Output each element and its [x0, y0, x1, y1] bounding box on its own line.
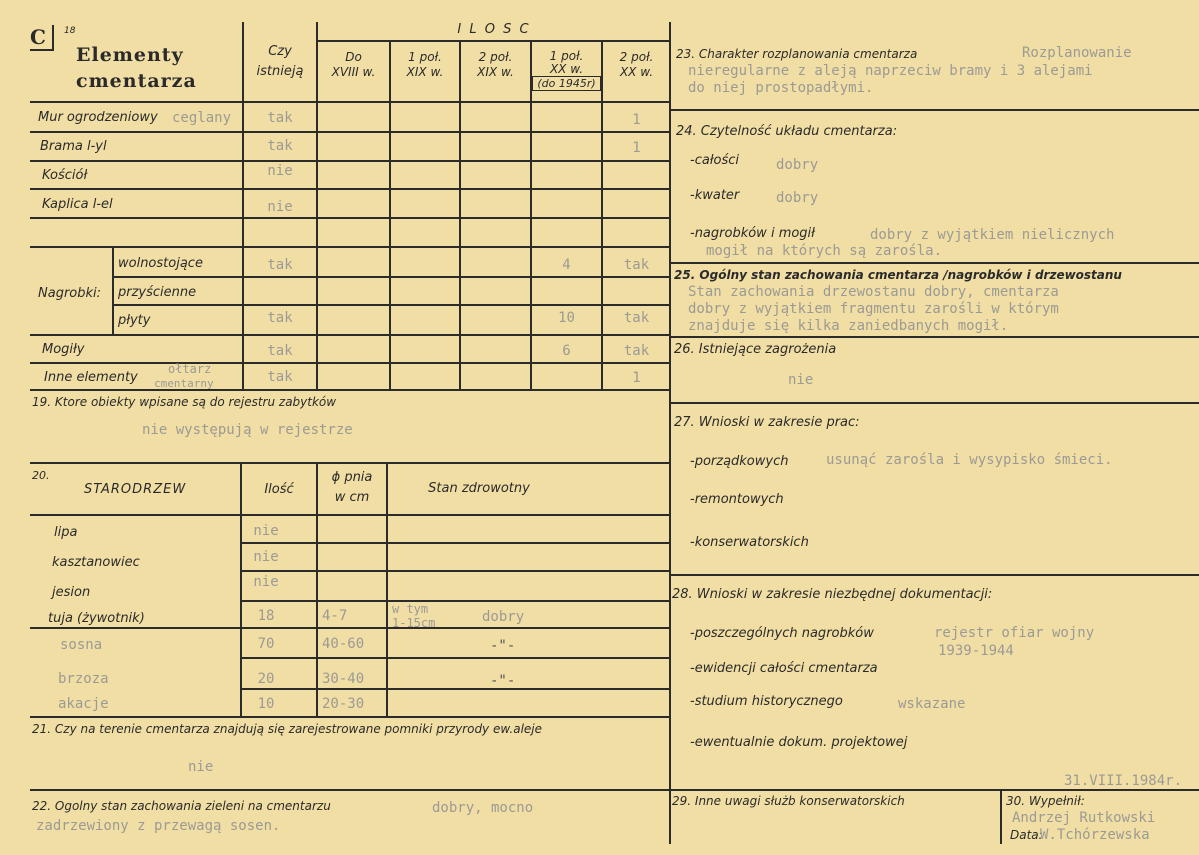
section-letter: C — [30, 25, 46, 49]
tree-stan-tuja: dobry — [482, 609, 525, 625]
table-line — [670, 574, 1199, 576]
table-line — [30, 246, 670, 248]
title-line1: Elementy — [76, 44, 184, 66]
table-line — [670, 336, 1199, 338]
value-mogily-1pol20: 6 — [562, 343, 571, 359]
row-label-inne: Inne elementy — [44, 370, 138, 385]
tree-note2-tuja: 1-15cm — [392, 616, 436, 630]
row-label-nagrobki: Nagrobki: — [38, 286, 102, 301]
table-line — [670, 109, 1199, 111]
row-label-kaplica: Kaplica l-el — [42, 197, 113, 212]
q28-ewidencji: -ewidencji całości cmentarza — [690, 661, 878, 676]
tree-ilosc-akacje: 10 — [257, 696, 275, 712]
section-number: 18 — [64, 26, 76, 36]
row-label-plyty: płyty — [118, 313, 151, 328]
tree-stan-sosna: -"- — [490, 638, 516, 654]
value-inne-note2: cmentarny — [154, 377, 214, 390]
tree-pnia-akacje: 20-30 — [322, 696, 365, 712]
tree-name-kasztanowiec: kasztanowiec — [52, 555, 140, 570]
q20-head-pnia-1: ϕ pnia — [331, 470, 373, 485]
q30-name1: Andrzej Rutkowski — [1012, 810, 1156, 826]
tree-name-lipa: lipa — [54, 525, 78, 540]
q30-data-label: Data: — [1010, 828, 1043, 842]
value-inne-2pol20: 1 — [632, 370, 641, 386]
q25-answer1: Stan zachowania drzewostanu dobry, cmentarza — [688, 284, 1059, 300]
q22-label: 22. Ogolny stan zachowania zieleni na cmentarzu — [32, 799, 331, 813]
section-letter-box — [30, 25, 54, 51]
value-plyty-istnieja: tak — [267, 310, 293, 326]
value-mur-material: ceglany — [172, 110, 232, 126]
q28-poszczegolnych: -poszczególnych nagrobków — [690, 626, 874, 641]
title-line2: cmentarza — [76, 70, 197, 92]
tree-name-jesion: jesion — [52, 585, 91, 600]
value-mogily-istnieja: tak — [267, 343, 293, 359]
q25-answer2: dobry z wyjątkiem fragmentu zarośli w którym — [688, 301, 1059, 317]
row-label-przyscienne: przyścienne — [118, 285, 197, 300]
q27-label: 27. Wnioski w zakresie prac: — [674, 415, 860, 430]
row-label-wolnostojace: wolnostojące — [118, 256, 203, 271]
table-line — [386, 462, 388, 717]
tree-ilosc-kasztanowiec: nie — [253, 549, 279, 565]
tree-ilosc-tuja: 18 — [257, 608, 275, 624]
tree-name-brzoza: brzoza — [58, 671, 109, 687]
q20-head-starodrzew: STARODRZEW — [84, 482, 187, 497]
q20-number: 20. — [32, 469, 50, 482]
q20-head-pnia-2: w cm — [334, 490, 370, 505]
value-inne-istnieja: tak — [267, 369, 293, 385]
q28-ewentualnie: -ewentualnie dokum. projektowej — [690, 735, 908, 750]
czy-istnieja-l1: Czy — [268, 44, 292, 59]
q25-label: 25. Ogólny stan zachowania cmentarza /nagrobków i drzewostanu — [674, 268, 1122, 282]
table-line — [30, 716, 670, 718]
q19-answer: nie występują w rejestrze — [142, 422, 353, 438]
q28-label: 28. Wnioski w zakresie niezbędnej dokumentacji: — [672, 587, 993, 602]
row-label-kosciol: Kościół — [42, 168, 88, 183]
table-line — [459, 40, 461, 390]
table-line — [670, 402, 1199, 404]
q26-answer: nie — [788, 372, 814, 388]
tree-stan-brzoza: -"- — [490, 673, 516, 689]
q24-nagrobkow: -nagrobków i mogił — [690, 226, 815, 241]
table-line — [30, 362, 670, 364]
q28-poszczegolnych-answer2: 1939-1944 — [938, 643, 1014, 659]
table-line — [316, 40, 670, 42]
q24-calosci: -całości — [690, 153, 740, 168]
table-line — [670, 789, 1199, 791]
col-header-2pol20: 2 poł. XX w. — [619, 50, 654, 79]
value-kosciol-istnieja: nie — [267, 163, 293, 179]
value-mogily-2pol20: tak — [623, 343, 650, 359]
q30-name2: W.Tchórzewska — [1040, 827, 1150, 843]
row-label-mogily: Mogiły — [42, 342, 85, 357]
q20-head-stan: Stan zdrowotny — [428, 481, 530, 496]
value-mur-istnieja: tak — [267, 110, 293, 126]
q24-kwater: -kwater — [690, 188, 740, 203]
table-line — [30, 462, 670, 464]
table-line — [240, 570, 670, 572]
tree-pnia-brzoza: 30-40 — [322, 671, 365, 687]
table-line — [240, 542, 670, 544]
tree-note1-tuja: w tym — [392, 602, 429, 616]
table-line — [30, 334, 670, 336]
value-wolno-2pol20: tak — [623, 257, 650, 273]
table-line — [1000, 789, 1002, 844]
q25-answer3: znajduje się kilka zaniedbanych mogił. — [688, 318, 1009, 334]
tree-ilosc-brzoza: 20 — [257, 671, 275, 687]
czy-istnieja-l2: istnieją — [256, 64, 304, 79]
q24-calosci-answer: dobry — [776, 157, 819, 173]
table-line — [30, 514, 670, 516]
q29-date: 31.VIII.1984r. — [1064, 773, 1183, 789]
table-line — [112, 276, 670, 278]
table-line — [30, 188, 670, 190]
value-kaplica-istnieja: nie — [267, 199, 293, 215]
value-wolno-1pol20: 4 — [562, 257, 571, 273]
q24-nagrobkow-answer2: mogił na których są zarośla. — [706, 243, 943, 259]
tree-pnia-sosna: 40-60 — [322, 636, 365, 652]
q26-label: 26. Istniejące zagrożenia — [674, 342, 837, 357]
q27-porzadkowych-answer: usunąć zarośla i wysypisko śmieci. — [826, 452, 1113, 468]
value-plyty-1pol20: 10 — [558, 310, 575, 326]
q30-label: 30. Wypełnił: — [1006, 794, 1085, 808]
q23-label: 23. Charakter rozplanowania cmentarza — [676, 47, 918, 61]
tree-ilosc-sosna: 70 — [257, 636, 275, 652]
col-header-1pol19: 1 poł. XIX w. — [406, 50, 444, 79]
col-header-xviii: Do XVIII w. — [331, 50, 376, 79]
value-brama-2pol20: 1 — [632, 140, 641, 156]
tree-ilosc-jesion: nie — [253, 574, 279, 590]
value-plyty-2pol20: tak — [623, 310, 650, 326]
q22-answer1: dobry, mocno — [432, 800, 534, 816]
tree-ilosc-lipa: nie — [253, 523, 279, 539]
q23-answer3: do niej prostopadłymi. — [688, 80, 874, 96]
value-mur-2pol20: 1 — [632, 112, 641, 128]
table-line — [30, 789, 670, 791]
table-line — [30, 389, 670, 391]
value-inne-note1: ołtarz — [168, 362, 212, 376]
tree-name-tuja: tuja (żywotnik) — [48, 611, 145, 626]
table-line — [112, 304, 670, 306]
q27-porzadkowych: -porządkowych — [690, 454, 789, 469]
value-brama-istnieja: tak — [267, 138, 293, 154]
q21-label: 21. Czy na terenie cmentarza znajdują się zarejestrowane pomniki przyrody ew.aleje — [32, 722, 543, 736]
q27-remontowych: -remontowych — [690, 492, 784, 507]
col-header-1pol20: 1 poł. XX w. (do 1945r) — [532, 50, 601, 91]
table-line — [240, 657, 670, 659]
table-line — [30, 101, 670, 103]
q29-label: 29. Inne uwagi służb konserwatorskich — [672, 794, 905, 808]
q24-nagrobkow-answer1: dobry z wyjątkiem nielicznych — [870, 227, 1115, 243]
table-line — [30, 627, 670, 629]
q23-answer1: Rozplanowanie — [1022, 45, 1132, 61]
table-line — [240, 688, 670, 690]
row-label-mur: Mur ogrodzeniowy — [38, 110, 158, 125]
tree-name-sosna: sosna — [60, 637, 103, 653]
table-line — [30, 160, 670, 162]
ilosc-header: I L O S C — [457, 22, 531, 37]
tree-pnia-tuja: 4-7 — [322, 608, 348, 624]
q21-answer: nie — [188, 759, 214, 775]
q20-head-ilosc: Ilość — [264, 482, 294, 497]
q23-answer2: nieregularne z aleją naprzeciw bramy i 3 alejami — [688, 63, 1093, 79]
q19-label: 19. Ktore obiekty wpisane są do rejestru zabytków — [32, 395, 337, 409]
q28-poszczegolnych-answer1: rejestr ofiar wojny — [934, 625, 1095, 641]
table-line — [30, 131, 670, 133]
table-line — [670, 262, 1199, 264]
col-header-2pol19: 2 poł. XIX w. — [477, 50, 514, 79]
table-line — [530, 40, 532, 390]
row-label-brama: Brama l-yl — [40, 139, 107, 154]
q24-kwater-answer: dobry — [776, 190, 819, 206]
table-line — [30, 217, 670, 219]
table-line — [112, 246, 114, 334]
table-line — [240, 600, 670, 602]
q28-studium: -studium historycznego — [690, 694, 843, 709]
tree-name-akacje: akacje — [58, 696, 109, 712]
q28-studium-answer: wskazane — [898, 696, 966, 712]
value-wolno-istnieja: tak — [267, 257, 293, 273]
q24-label: 24. Czytelność układu cmentarza: — [676, 124, 898, 139]
q27-konserwatorskich: -konserwatorskich — [690, 535, 809, 550]
table-line — [389, 40, 391, 390]
q22-answer2: zadrzewiony z przewagą sosen. — [36, 818, 281, 834]
table-line — [601, 40, 603, 390]
